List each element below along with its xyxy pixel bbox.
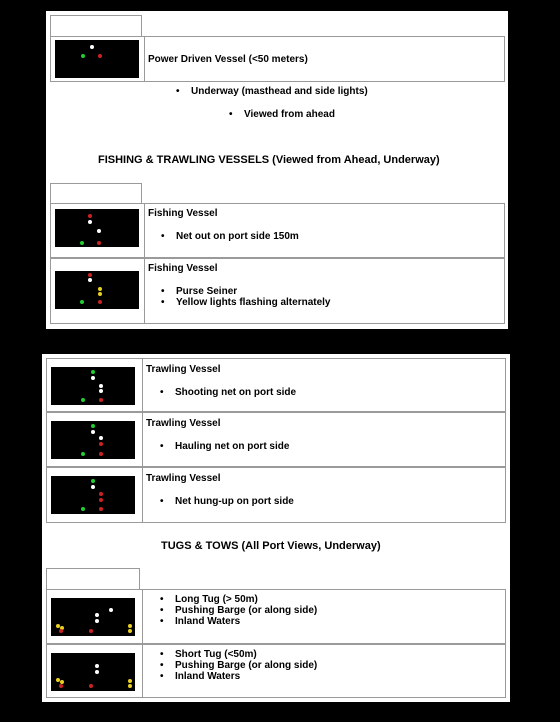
white-light bbox=[99, 384, 103, 388]
port-light bbox=[89, 629, 93, 633]
section-heading: FISHING & TRAWLING VESSELS (Viewed from Ahead, Underway) bbox=[98, 154, 440, 166]
vessel-title: Trawling Vessel bbox=[146, 418, 221, 429]
table-header-cell bbox=[50, 183, 142, 204]
vessel-lights-image bbox=[51, 476, 135, 514]
top-panel bbox=[46, 11, 508, 329]
white-light bbox=[91, 376, 95, 380]
white-light bbox=[99, 389, 103, 393]
table-header-cell bbox=[46, 568, 140, 590]
port-light bbox=[89, 684, 93, 688]
red-light bbox=[88, 273, 92, 277]
power-vessel-row bbox=[50, 36, 505, 82]
port-light bbox=[99, 452, 103, 456]
trawling-vessel-row bbox=[46, 358, 506, 412]
bullet-item: • Short Tug (<50m) bbox=[175, 649, 257, 660]
bullet-item: • Pushing Barge (or along side) bbox=[175, 605, 317, 616]
white-light bbox=[95, 613, 99, 617]
vessel-title: Power Driven Vessel (<50 meters) bbox=[148, 54, 308, 65]
bullet-item: • Pushing Barge (or along side) bbox=[175, 660, 317, 671]
port-light bbox=[98, 300, 102, 304]
starboard-light bbox=[81, 54, 85, 58]
column-divider bbox=[144, 259, 145, 323]
green-light bbox=[91, 370, 95, 374]
starboard-light bbox=[81, 452, 85, 456]
port-light bbox=[97, 241, 101, 245]
bullet-item: • Viewed from ahead bbox=[244, 109, 335, 120]
bullet-item: • Inland Waters bbox=[175, 616, 240, 627]
vessel-lights-image bbox=[55, 40, 139, 78]
table-header-cell bbox=[50, 15, 142, 37]
bottom-panel bbox=[42, 354, 510, 702]
bullet-item: • Hauling net on port side bbox=[175, 441, 289, 452]
red-light bbox=[59, 629, 63, 633]
green-light bbox=[91, 479, 95, 483]
vessel-title: Fishing Vessel bbox=[148, 208, 218, 219]
red-light bbox=[99, 442, 103, 446]
stern-yellow-light bbox=[128, 629, 132, 633]
port-light bbox=[99, 507, 103, 511]
starboard-light bbox=[80, 300, 84, 304]
yellow-light bbox=[98, 292, 102, 296]
red-light bbox=[99, 492, 103, 496]
green-light bbox=[91, 424, 95, 428]
stern-yellow-light bbox=[128, 684, 132, 688]
column-divider bbox=[144, 37, 145, 81]
tug-row bbox=[46, 589, 506, 644]
starboard-light bbox=[80, 241, 84, 245]
column-divider bbox=[142, 645, 143, 697]
white-light bbox=[91, 485, 95, 489]
column-divider bbox=[144, 204, 145, 257]
trawling-vessel-row bbox=[46, 467, 506, 523]
column-divider bbox=[142, 468, 143, 522]
port-light bbox=[98, 54, 102, 58]
fishing-vessel-row bbox=[50, 258, 505, 324]
tug-row bbox=[46, 644, 506, 698]
starboard-light bbox=[81, 507, 85, 511]
fishing-vessel-row bbox=[50, 203, 505, 258]
column-divider bbox=[142, 359, 143, 411]
white-light bbox=[88, 278, 92, 282]
vessel-lights-image bbox=[55, 209, 139, 247]
bullet-item: • Purse Seiner bbox=[176, 286, 237, 297]
white-light bbox=[91, 430, 95, 434]
white-light bbox=[99, 436, 103, 440]
vessel-lights-image bbox=[51, 653, 135, 691]
bullet-item: • Yellow lights flashing alternately bbox=[176, 297, 330, 308]
vessel-title: Fishing Vessel bbox=[148, 263, 218, 274]
column-divider bbox=[142, 590, 143, 643]
bullet-item: • Shooting net on port side bbox=[175, 387, 296, 398]
vessel-title: Trawling Vessel bbox=[146, 364, 221, 375]
red-light bbox=[59, 684, 63, 688]
yellow-light bbox=[98, 287, 102, 291]
starboard-light bbox=[81, 398, 85, 402]
stern-yellow-light bbox=[128, 679, 132, 683]
red-light bbox=[88, 214, 92, 218]
column-divider bbox=[142, 413, 143, 466]
white-light bbox=[88, 220, 92, 224]
vessel-lights-image bbox=[51, 367, 135, 405]
vessel-title: Trawling Vessel bbox=[146, 473, 221, 484]
stern-yellow-light bbox=[128, 624, 132, 628]
vessel-lights-image bbox=[51, 598, 135, 636]
port-light bbox=[99, 398, 103, 402]
white-light bbox=[109, 608, 113, 612]
masthead-light bbox=[90, 45, 94, 49]
red-light bbox=[99, 498, 103, 502]
vessel-lights-image bbox=[55, 271, 139, 309]
white-light bbox=[95, 619, 99, 623]
bullet-item: • Net hung-up on port side bbox=[175, 496, 294, 507]
bullet-item: • Net out on port side 150m bbox=[176, 231, 299, 242]
section-heading: TUGS & TOWS (All Port Views, Underway) bbox=[161, 540, 381, 552]
white-light bbox=[97, 229, 101, 233]
bullet-item: • Inland Waters bbox=[175, 671, 240, 682]
white-light bbox=[95, 664, 99, 668]
bullet-item: • Long Tug (> 50m) bbox=[175, 594, 258, 605]
white-light bbox=[95, 670, 99, 674]
trawling-vessel-row bbox=[46, 412, 506, 467]
bullet-item: • Underway (masthead and side lights) bbox=[191, 86, 368, 97]
vessel-lights-image bbox=[51, 421, 135, 459]
